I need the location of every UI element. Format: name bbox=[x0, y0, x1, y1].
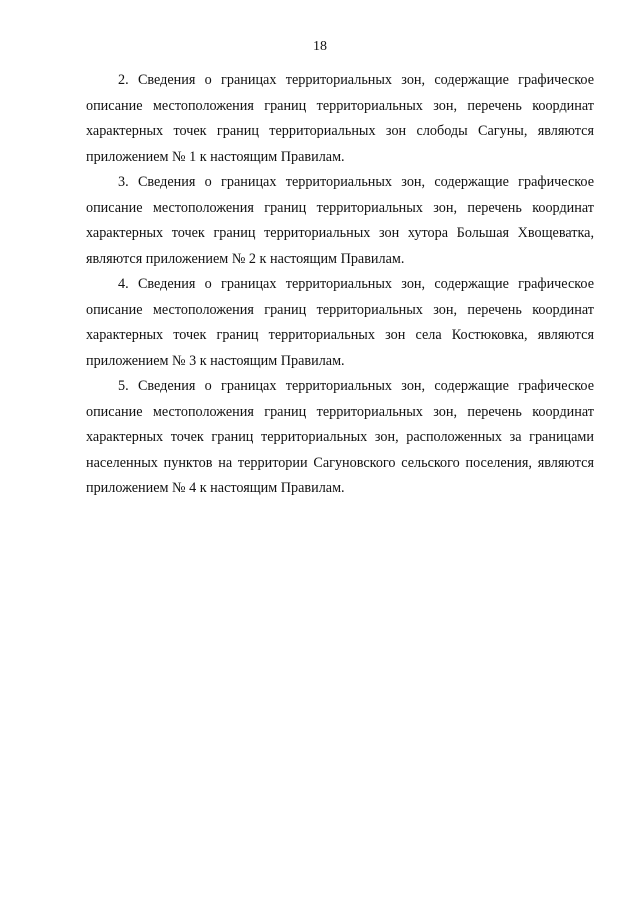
page-number: 18 bbox=[313, 39, 327, 54]
paragraph-item-5: 5. Сведения о границах территориальных зон, содержащие графическое описание местоположения границ территориальных зон, перечень координат характерных точек границ территориальных зон, расположенных за границами населенных пунктов на территории Сагуновского сельского поселения, являются приложением № 4 к настоящим Правилам. bbox=[86, 378, 594, 496]
document-body bbox=[86, 68, 594, 502]
paragraph-item-3: 3. Сведения о границах территориальных зон, содержащие графическое описание местоположения границ территориальных зон, перечень координат характерных точек границ территориальных зон хутора Большая Хвощеватка, являются приложением № 2 к настоящим Правилам. bbox=[86, 174, 594, 267]
paragraph-item-2: 2. Сведения о границах территориальных зон, содержащие графическое описание местоположения границ территориальных зон, перечень координат характерных точек границ территориальных зон слободы Сагуны, являются приложением № 1 к настоящим Правилам. bbox=[86, 72, 594, 165]
paragraph-item-4: 4. Сведения о границах территориальных зон, содержащие графическое описание местоположения границ территориальных зон, перечень координат характерных точек границ территориальных зон села Костюковка, являются приложением № 3 к настоящим Правилам. bbox=[86, 276, 594, 369]
